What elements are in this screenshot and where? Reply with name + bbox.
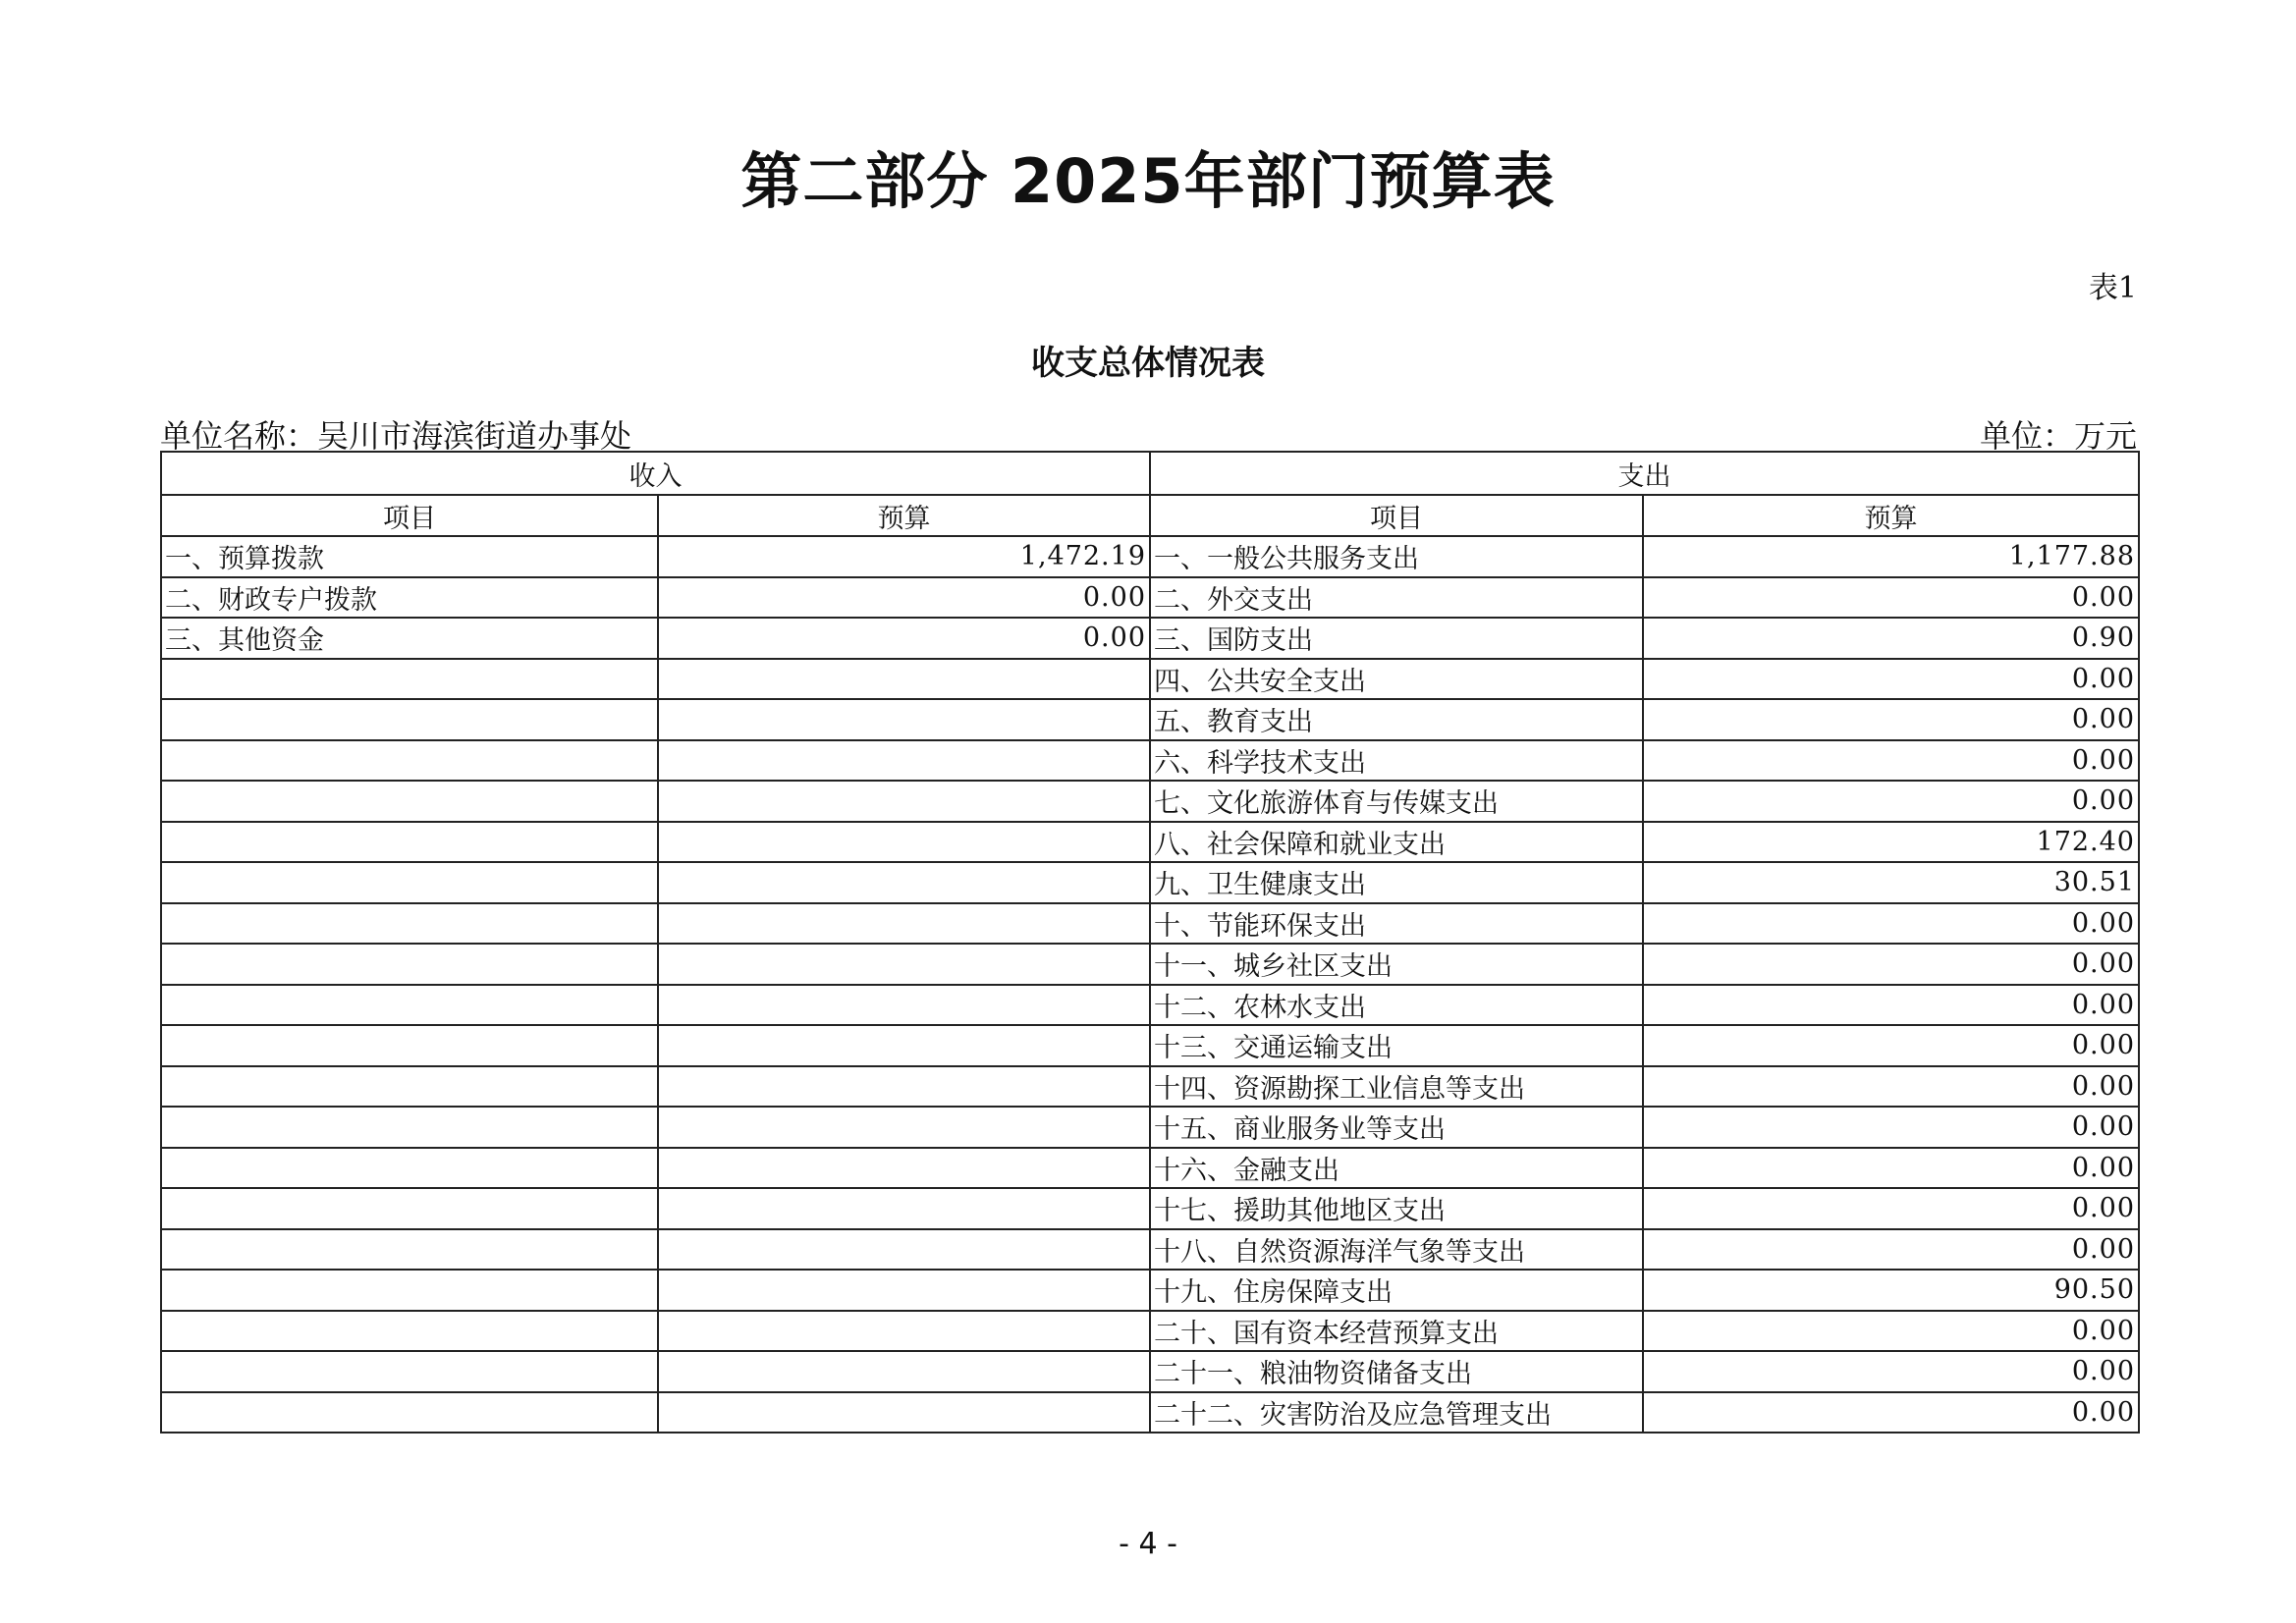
income-item-cell xyxy=(161,740,658,782)
income-budget-cell xyxy=(658,1311,1150,1352)
income-item-cell xyxy=(161,1351,658,1392)
table-subheader-row xyxy=(161,495,2139,536)
expense-item-cell: 十一、城乡社区支出 xyxy=(1150,944,1643,985)
income-budget-cell: 0.00 xyxy=(658,618,1150,659)
income-budget-cell xyxy=(658,1025,1150,1066)
expense-item-cell: 十七、援助其他地区支出 xyxy=(1150,1188,1643,1229)
currency-unit: 单位：万元 xyxy=(1979,417,2137,455)
table-row xyxy=(161,822,2139,863)
income-item-cell xyxy=(161,862,658,903)
table-row xyxy=(161,1107,2139,1148)
expense-item-header: 项目 xyxy=(1150,495,1643,536)
expense-item-cell: 十八、自然资源海洋气象等支出 xyxy=(1150,1229,1643,1271)
income-budget-cell xyxy=(658,1270,1150,1311)
income-budget-cell xyxy=(658,1066,1150,1108)
expense-item-cell: 十、节能环保支出 xyxy=(1150,903,1643,945)
income-budget-header: 预算 xyxy=(658,495,1150,536)
income-budget-cell xyxy=(658,985,1150,1026)
expense-item-cell: 二十二、灾害防治及应急管理支出 xyxy=(1150,1392,1643,1434)
expense-item-cell: 十九、住房保障支出 xyxy=(1150,1270,1643,1311)
income-item-cell xyxy=(161,944,658,985)
expense-item-cell: 七、文化旅游体育与传媒支出 xyxy=(1150,781,1643,822)
expense-item-cell: 一、一般公共服务支出 xyxy=(1150,536,1643,577)
expense-item-cell: 十三、交通运输支出 xyxy=(1150,1025,1643,1066)
table-row xyxy=(161,1351,2139,1392)
expense-header: 支出 xyxy=(1150,452,2139,495)
income-header: 收入 xyxy=(161,452,1150,495)
income-budget-cell xyxy=(658,781,1150,822)
table-row xyxy=(161,903,2139,945)
income-item-header: 项目 xyxy=(161,495,658,536)
table-row xyxy=(161,1025,2139,1066)
expense-item-cell: 九、卫生健康支出 xyxy=(1150,862,1643,903)
expense-item-cell: 四、公共安全支出 xyxy=(1150,659,1643,700)
table-row xyxy=(161,1311,2139,1352)
expense-budget-cell: 1,177.88 xyxy=(1643,536,2139,577)
income-budget-cell xyxy=(658,1351,1150,1392)
table-row xyxy=(161,1066,2139,1108)
expense-item-cell: 八、社会保障和就业支出 xyxy=(1150,822,1643,863)
income-item-cell xyxy=(161,1066,658,1108)
table-row xyxy=(161,862,2139,903)
expense-budget-cell: 0.00 xyxy=(1643,1066,2139,1108)
income-item-cell xyxy=(161,1025,658,1066)
table-row xyxy=(161,1392,2139,1434)
expense-item-cell: 六、科学技术支出 xyxy=(1150,740,1643,782)
income-budget-cell xyxy=(658,1188,1150,1229)
table-header-row xyxy=(161,452,2139,495)
income-budget-cell xyxy=(658,822,1150,863)
income-budget-cell xyxy=(658,1392,1150,1434)
expense-item-cell: 二、外交支出 xyxy=(1150,577,1643,619)
expense-budget-cell: 0.00 xyxy=(1643,903,2139,945)
table-row xyxy=(161,985,2139,1026)
income-budget-cell xyxy=(658,1229,1150,1271)
income-budget-cell xyxy=(658,659,1150,700)
table-row xyxy=(161,781,2139,822)
income-item-cell xyxy=(161,1311,658,1352)
table-row xyxy=(161,1229,2139,1271)
expense-budget-cell: 0.00 xyxy=(1643,659,2139,700)
table-row xyxy=(161,1148,2139,1189)
table-title: 收支总体情况表 xyxy=(1031,344,1265,383)
expense-budget-cell: 0.00 xyxy=(1643,781,2139,822)
income-item-cell xyxy=(161,1270,658,1311)
income-item-cell xyxy=(161,822,658,863)
income-item-cell xyxy=(161,1229,658,1271)
expense-item-cell: 十五、商业服务业等支出 xyxy=(1150,1107,1643,1148)
income-item-cell: 二、财政专户拨款 xyxy=(161,577,658,619)
income-budget-cell: 0.00 xyxy=(658,577,1150,619)
table-row xyxy=(161,944,2139,985)
table-row xyxy=(161,618,2139,659)
expense-item-cell: 十六、金融支出 xyxy=(1150,1148,1643,1189)
expense-item-cell: 三、国防支出 xyxy=(1150,618,1643,659)
page-title: 第二部分 2025年部门预算表 xyxy=(740,145,1556,217)
income-budget-cell xyxy=(658,699,1150,740)
income-budget-cell xyxy=(658,1148,1150,1189)
expense-item-cell: 十二、农林水支出 xyxy=(1150,985,1643,1026)
expense-budget-cell: 0.00 xyxy=(1643,1025,2139,1066)
table-number: 表1 xyxy=(2088,271,2137,305)
income-item-cell xyxy=(161,781,658,822)
income-budget-cell: 1,472.19 xyxy=(658,536,1150,577)
expense-budget-cell: 0.00 xyxy=(1643,699,2139,740)
income-item-cell xyxy=(161,1188,658,1229)
expense-budget-cell: 30.51 xyxy=(1643,862,2139,903)
income-budget-cell xyxy=(658,903,1150,945)
unit-name: 单位名称：吴川市海滨街道办事处 xyxy=(160,417,632,455)
income-item-cell: 一、预算拨款 xyxy=(161,536,658,577)
expense-budget-cell: 0.00 xyxy=(1643,1148,2139,1189)
table-row xyxy=(161,577,2139,619)
income-budget-cell xyxy=(658,1107,1150,1148)
income-item-cell xyxy=(161,985,658,1026)
income-item-cell xyxy=(161,1107,658,1148)
income-item-cell xyxy=(161,659,658,700)
income-budget-cell xyxy=(658,944,1150,985)
expense-budget-cell: 0.00 xyxy=(1643,1229,2139,1271)
expense-budget-cell: 0.00 xyxy=(1643,1188,2139,1229)
expense-budget-cell: 0.00 xyxy=(1643,1351,2139,1392)
expense-budget-cell: 172.40 xyxy=(1643,822,2139,863)
income-item-cell xyxy=(161,699,658,740)
table-row xyxy=(161,1188,2139,1229)
expense-budget-cell: 0.00 xyxy=(1643,1311,2139,1352)
income-item-cell: 三、其他资金 xyxy=(161,618,658,659)
expense-budget-cell: 0.90 xyxy=(1643,618,2139,659)
expense-item-cell: 五、教育支出 xyxy=(1150,699,1643,740)
expense-budget-cell: 0.00 xyxy=(1643,740,2139,782)
expense-budget-header: 预算 xyxy=(1643,495,2139,536)
table-row xyxy=(161,740,2139,782)
expense-budget-cell: 90.50 xyxy=(1643,1270,2139,1311)
expense-budget-cell: 0.00 xyxy=(1643,944,2139,985)
income-item-cell xyxy=(161,1392,658,1434)
expense-budget-cell: 0.00 xyxy=(1643,1107,2139,1148)
expense-budget-cell: 0.00 xyxy=(1643,577,2139,619)
expense-item-cell: 十四、资源勘探工业信息等支出 xyxy=(1150,1066,1643,1108)
budget-summary-table xyxy=(160,451,2140,1434)
table-row xyxy=(161,536,2139,577)
expense-item-cell: 二十、国有资本经营预算支出 xyxy=(1150,1311,1643,1352)
table-row xyxy=(161,659,2139,700)
income-budget-cell xyxy=(658,862,1150,903)
table-row xyxy=(161,699,2139,740)
expense-budget-cell: 0.00 xyxy=(1643,985,2139,1026)
income-budget-cell xyxy=(658,740,1150,782)
income-item-cell xyxy=(161,903,658,945)
income-item-cell xyxy=(161,1148,658,1189)
expense-budget-cell: 0.00 xyxy=(1643,1392,2139,1434)
page-number: - 4 - xyxy=(1119,1527,1177,1561)
table-row xyxy=(161,1270,2139,1311)
expense-item-cell: 二十一、粮油物资储备支出 xyxy=(1150,1351,1643,1392)
